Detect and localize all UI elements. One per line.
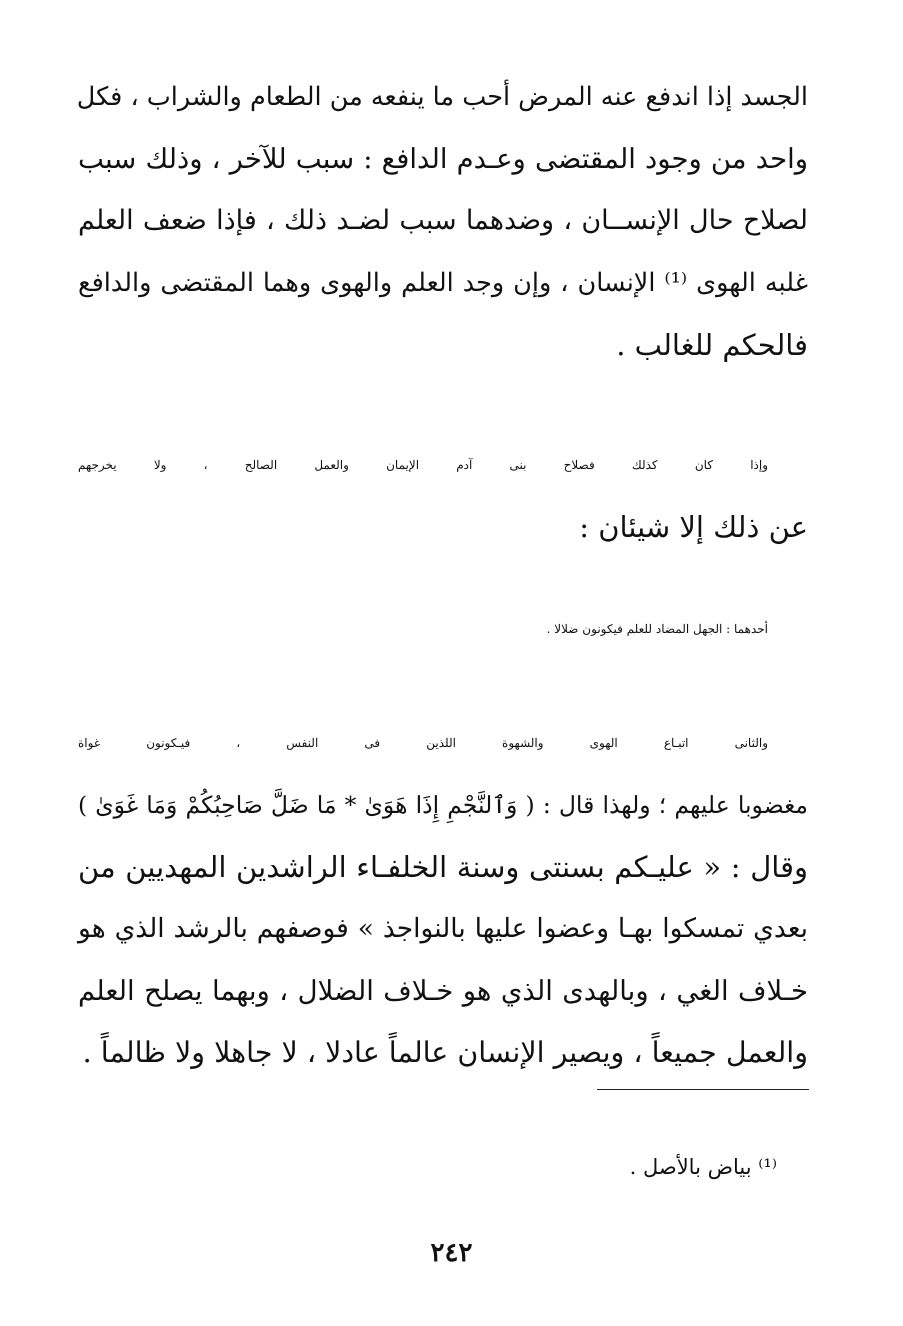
text-line: غلبه الهوى ⁽¹⁾ الإنسان ، وإن وجد العلم والهوى وهما المقتضى والدافع bbox=[78, 268, 809, 298]
text-line: أحدهما : الجهل المضاد للعلم فيكونون ضلالا . bbox=[546, 622, 768, 636]
text-line: خـلاف الغي ، وبالهدى الذي هو خـلاف الضلال ، وبهما يصلح العلم bbox=[78, 975, 808, 1007]
text-line: والعمل جميعاً ، ويصير الإنسان عالماً عادلا ، لا جاهلا ولا ظالماً . bbox=[82, 1036, 808, 1069]
paragraph-1 bbox=[78, 66, 808, 376]
paragraph-3 bbox=[78, 598, 808, 660]
footnote: ⁽¹⁾ بياض بالأصل . bbox=[629, 1155, 777, 1179]
text-line: عن ذلك إلا شيئان : bbox=[579, 510, 808, 544]
page-number: ٢٤٢ bbox=[430, 1238, 473, 1268]
text-line: الجسد إذا اندفع عنه المرض أحب ما ينفعه من الطعام والشراب ، فكل bbox=[76, 82, 808, 112]
text-line: والثانى اتبـاع الهوى والشهوة اللذين فى النفس ، فيـكونون غواة bbox=[78, 736, 768, 750]
text-line: واحد من وجود المقتضى وعـدم الدافع : سبب للآخر ، وذلك سبب bbox=[78, 143, 808, 175]
text-line: وقال : « عليـكم بسنتى وسنة الخلفـاء الراشدين المهديين من bbox=[78, 850, 808, 884]
footnote-divider bbox=[597, 1089, 809, 1090]
paragraph-4 bbox=[78, 712, 808, 1084]
text-line: بعدي تمسكوا بهـا وعضوا عليها بالنواجذ » فوصفهم بالرشد الذي هو bbox=[78, 913, 808, 944]
paragraph-2 bbox=[78, 434, 808, 558]
quran-verse-line: مغضوبا عليهم ؛ ولهذا قال : ( وَٱلنَّجْمِ إِذَا هَوَىٰ * مَا ضَلَّ صَاحِبُكُمْ وَمَا غَوَىٰ ) bbox=[78, 791, 808, 819]
text-line: فالحكم للغالب . bbox=[616, 328, 808, 362]
text-line: لصلاح حال الإنســان ، وضدهما سبب لضـد ذلك ، فإذا ضعف العلم bbox=[78, 205, 808, 236]
text-line: وإذا كان كذلك فصلاح بنى آدم الإيمان والعمل الصالح ، ولا يخرجهم bbox=[78, 458, 768, 472]
